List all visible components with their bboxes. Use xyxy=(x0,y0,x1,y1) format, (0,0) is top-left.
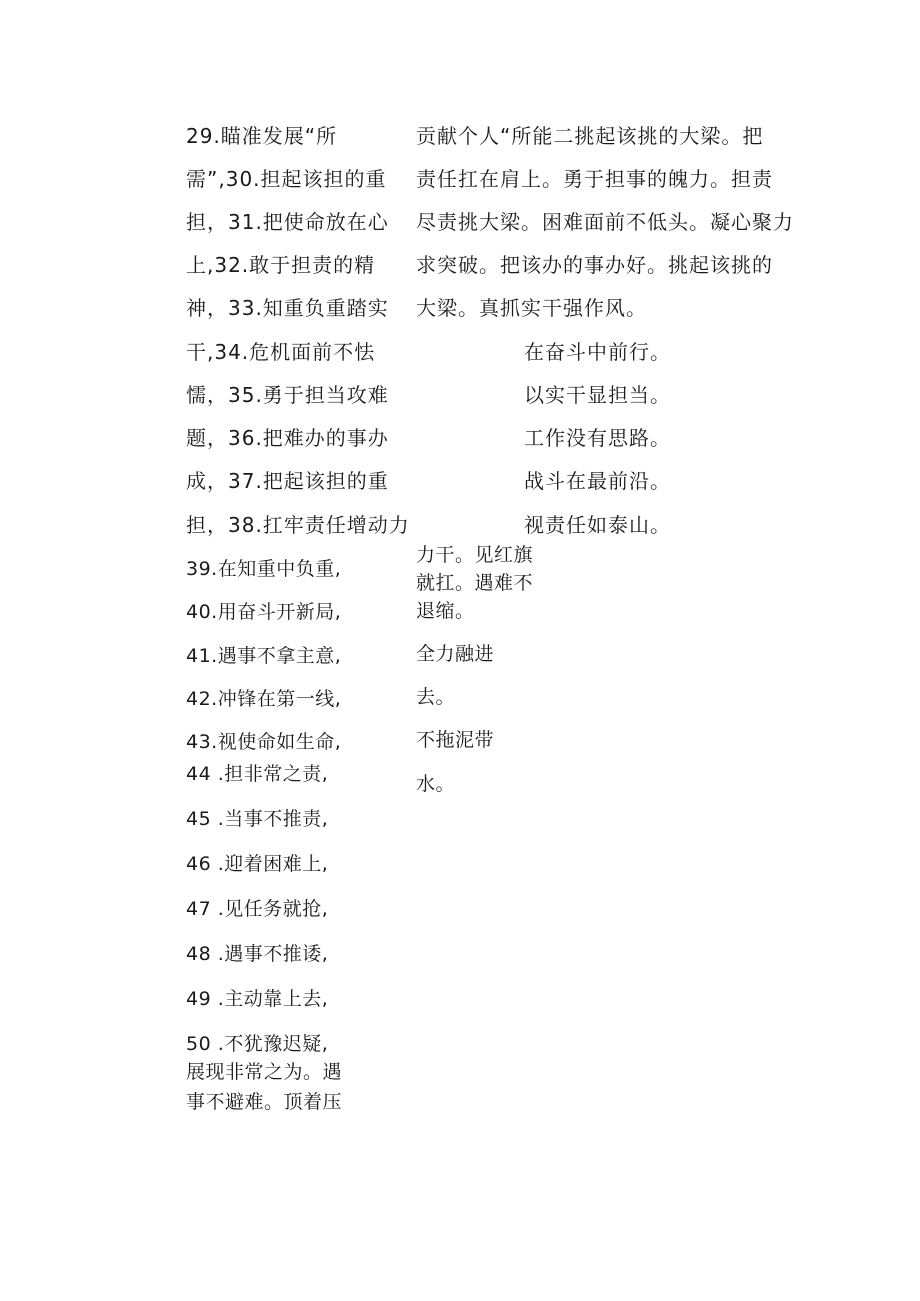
right-paragraph-line-3: 尽责挑大梁。困难面前不低头。凝心聚力 xyxy=(416,210,794,234)
middle-line-3: 退缩。 xyxy=(416,600,475,622)
left-continuation-line-2: 事不避难。顶着压 xyxy=(186,1091,343,1113)
left-line-31: 担，31.把使命放在心 xyxy=(186,210,389,234)
left-line-37: 成，37.把起该担的重 xyxy=(186,469,389,493)
right-paragraph-line-4: 求突破。把该办的事办好。挑起该挑的 xyxy=(416,253,773,277)
right-list-item-3: 工作没有思路。 xyxy=(524,426,671,450)
left-line-35: 懦，35.勇于担当攻难 xyxy=(186,383,389,407)
middle-line-4: 全力融进 xyxy=(416,643,495,665)
left-line-48: 48 .遇事不推诿, xyxy=(186,943,329,965)
right-list-item-5: 视责任如泰山。 xyxy=(524,513,671,537)
middle-line-2: 就扛。遇难不 xyxy=(416,572,534,594)
right-paragraph-line-5: 大梁。真抓实干强作风。 xyxy=(416,296,647,320)
left-line-33: 神，33.知重负重踏实 xyxy=(186,296,389,320)
left-line-34: 干,34.危机面前不怯 xyxy=(186,340,376,364)
left-line-50: 50 .不犹豫迟疑, xyxy=(186,1033,329,1055)
left-line-36: 题，36.把难办的事办 xyxy=(186,426,389,450)
middle-line-6: 不拖泥带 xyxy=(416,729,495,751)
right-list-item-4: 战斗在最前沿。 xyxy=(524,469,671,493)
left-line-45: 45 .当事不推责, xyxy=(186,808,329,830)
left-line-30: 需”,30.担起该担的重 xyxy=(186,167,387,191)
left-line-44: 44 .担非常之责, xyxy=(186,763,329,785)
left-line-32: 上,32.敢于担责的精 xyxy=(186,253,376,277)
left-line-39: 39.在知重中负重, xyxy=(186,558,342,580)
right-list-item-1: 在奋斗中前行。 xyxy=(524,340,671,364)
left-line-29: 29.瞄准发展“所 xyxy=(186,124,338,148)
left-line-41: 41.遇事不拿主意, xyxy=(186,645,342,667)
left-line-42: 42.冲锋在第一线, xyxy=(186,688,342,710)
left-line-38: 担，38.扛牢责任增动力 xyxy=(186,513,410,537)
right-paragraph-line-2: 责任扛在肩上。勇于担事的魄力。担责 xyxy=(416,167,773,191)
left-line-47: 47 .见任务就抢, xyxy=(186,898,329,920)
right-paragraph-line-1: 贡献个人“所能二挑起该挑的大梁。把 xyxy=(416,124,764,148)
middle-line-5: 去。 xyxy=(416,686,456,708)
middle-line-1: 力干。见红旗 xyxy=(416,544,534,566)
left-line-49: 49 .主动靠上去, xyxy=(186,988,329,1010)
right-list-item-2: 以实干显担当。 xyxy=(524,383,671,407)
left-line-46: 46 .迎着困难上, xyxy=(186,853,329,875)
left-line-40: 40.用奋斗开新局, xyxy=(186,601,342,623)
middle-line-7: 水。 xyxy=(416,773,456,795)
left-line-43: 43.视使命如生命, xyxy=(186,731,342,753)
left-continuation-line-1: 展现非常之为。遇 xyxy=(186,1061,343,1083)
